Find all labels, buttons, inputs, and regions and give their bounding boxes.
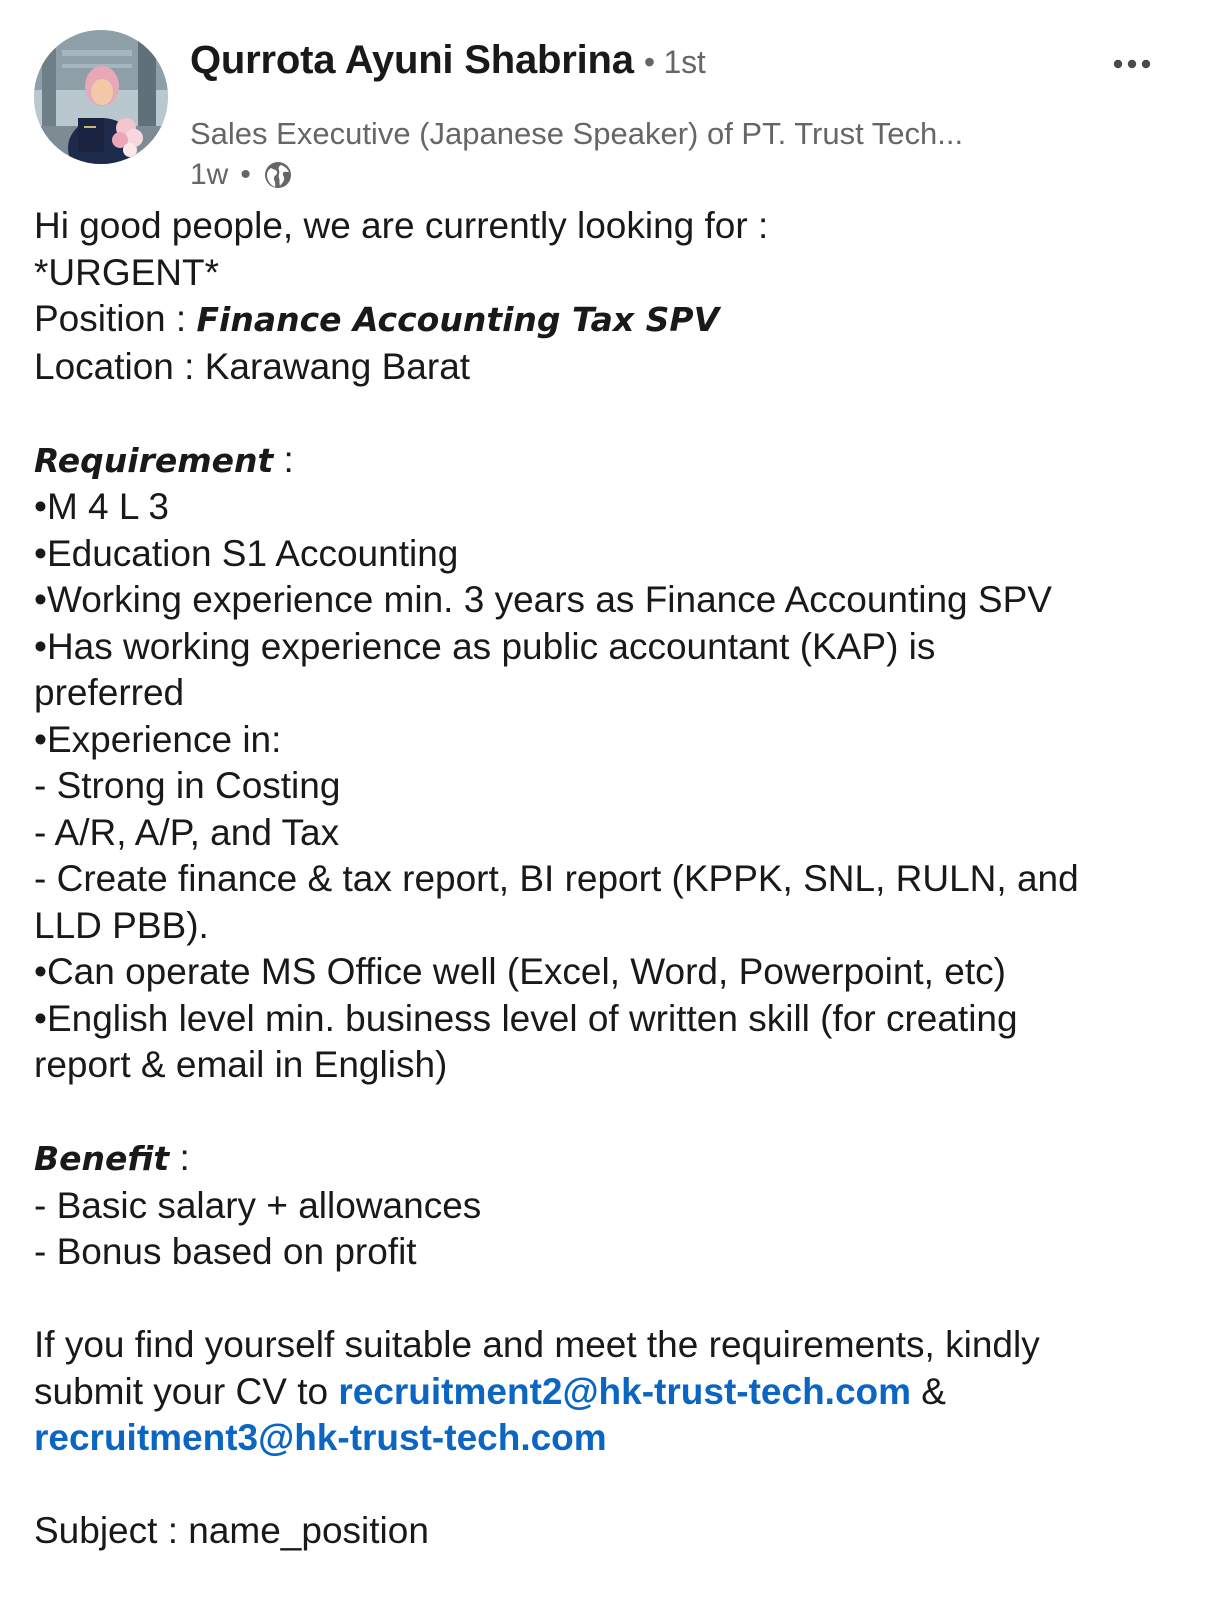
cta-line	[34, 1415, 1184, 1462]
requirement-heading	[34, 437, 1184, 485]
requirement-item: preferred	[34, 672, 185, 713]
benefit-item: - Basic salary + allowances	[34, 1184, 482, 1226]
globe-icon	[263, 160, 293, 190]
cta-line	[34, 1369, 1184, 1416]
spacer	[34, 1276, 1184, 1323]
requirement-heading-text: Requirement	[34, 440, 274, 480]
spacer	[34, 1089, 1184, 1136]
benefit-colon: :	[169, 1137, 190, 1178]
requirement-item: •Experience in:	[34, 718, 282, 760]
requirement-colon: :	[273, 438, 294, 480]
email-link-1[interactable]: recruitment2@hk-trust-tech.com	[338, 1370, 912, 1412]
requirement-item: •Working experience min. 3 years as Finance Accounting SPV	[34, 579, 1052, 620]
position-label: Position :	[34, 298, 197, 339]
author-headline: Sales Executive (Japanese Speaker) of PT. Trust Tech...	[190, 116, 964, 151]
requirement-item: •Can operate MS Office well (Excel, Word, Powerpoint, etc)	[34, 951, 1006, 992]
post-urgent: *URGENT*	[34, 251, 220, 293]
requirement-item: - Create finance & tax report, BI report (KPPK, SNL, RULN, and	[34, 858, 1079, 899]
avatar-photo	[34, 30, 168, 164]
post-position	[34, 296, 1184, 344]
post-subject: Subject : name_position	[34, 1510, 429, 1551]
cta-amp: &	[911, 1370, 946, 1412]
connection-degree: • 1st	[643, 44, 706, 80]
more-options-icon[interactable]	[1112, 52, 1152, 76]
requirement-item: •Has working experience as public accountant (KAP) is	[34, 625, 936, 667]
requirement-item: LLD PBB).	[34, 904, 209, 946]
author-name-text: Qurrota Ayuni Shabrina	[190, 38, 634, 82]
benefit-heading	[34, 1135, 1184, 1183]
requirement-item: - Strong in Costing	[34, 765, 341, 806]
post-location: Location : Karawang Barat	[34, 345, 471, 387]
cta-line: If you find yourself suitable and meet the requirements, kindly	[34, 1324, 1040, 1365]
benefit-item: - Bonus based on profit	[34, 1231, 417, 1272]
requirement-item: •English level min. business level of written skill (for creating	[34, 997, 1018, 1039]
cta-prefix: submit your CV to	[34, 1370, 339, 1412]
spacer	[34, 390, 1184, 437]
position-value: Finance Accounting Tax SPV	[196, 300, 720, 339]
requirement-item: •Education S1 Accounting	[34, 532, 459, 574]
spacer	[34, 1462, 1184, 1509]
email-link-2[interactable]: recruitment3@hk-trust-tech.com	[34, 1417, 607, 1458]
requirement-item: - A/R, A/P, and Tax	[34, 811, 340, 853]
post-time: 1w	[190, 158, 229, 191]
benefit-heading-text: Benefit	[34, 1139, 170, 1178]
post-meta	[190, 158, 293, 192]
post-intro: Hi good people, we are currently looking for :	[34, 205, 769, 246]
post-header	[34, 30, 1184, 191]
avatar[interactable]	[34, 30, 168, 164]
requirement-item: •M 4 L 3	[34, 486, 169, 527]
author-name[interactable]	[190, 38, 706, 83]
meta-separator: •	[240, 158, 251, 191]
post-body	[34, 203, 1184, 1555]
requirement-item: report & email in English)	[34, 1044, 448, 1085]
